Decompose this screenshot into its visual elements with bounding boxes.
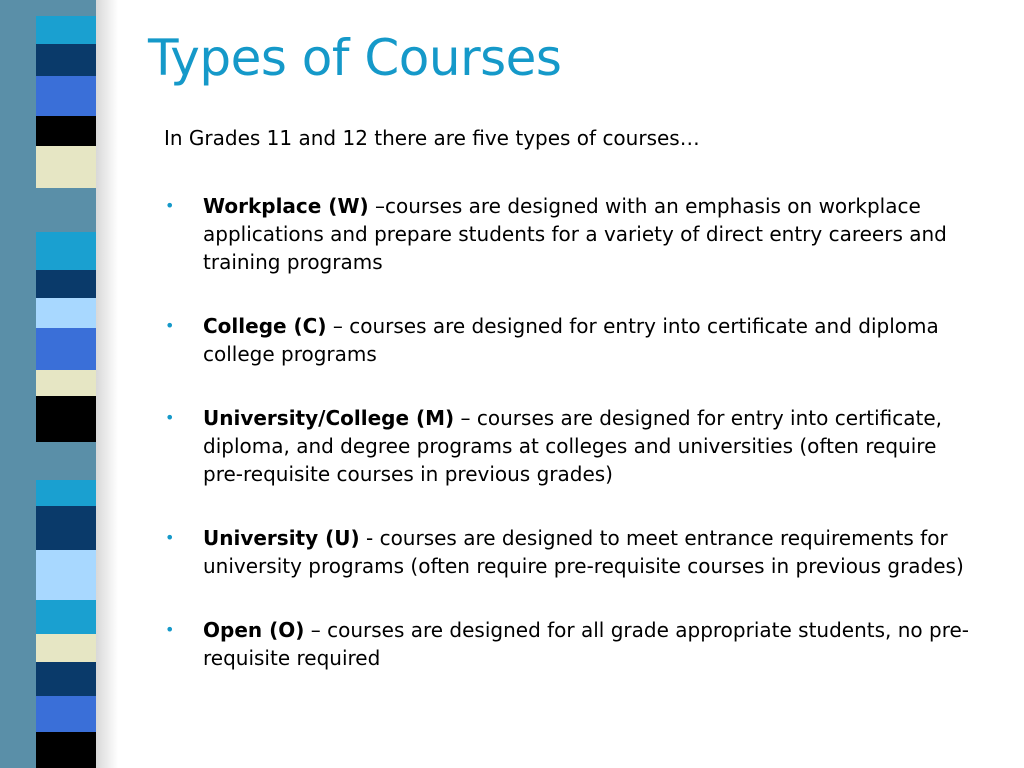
course-name: College (C) xyxy=(203,314,327,338)
list-item-university-college xyxy=(164,404,974,488)
stripe-band xyxy=(36,298,96,328)
stripe-band xyxy=(36,506,96,550)
course-description: – courses are designed for entry into certificate and diploma college programs xyxy=(203,314,939,366)
stripe-band xyxy=(36,146,96,188)
course-description: –courses are designed with an emphasis on workplace applications and prepare students for a variety of direct entry careers and training programs xyxy=(203,194,947,274)
stripe-band xyxy=(36,600,96,634)
stripe-band xyxy=(36,370,96,396)
stripe-band xyxy=(36,116,96,146)
intro-text: In Grades 11 and 12 there are five types of courses… xyxy=(164,126,700,150)
bullet-icon: • xyxy=(165,316,175,335)
decorative-stripe-left xyxy=(0,0,36,768)
decorative-stripe-bands xyxy=(36,0,96,768)
bullet-icon: • xyxy=(165,528,175,547)
course-name: Open (O) xyxy=(203,618,305,642)
course-description: – courses are designed for all grade appropriate students, no pre-requisite required xyxy=(203,618,970,670)
stripe-band xyxy=(36,188,96,232)
slide-title: Types of Courses xyxy=(148,29,562,87)
stripe-band xyxy=(36,232,96,270)
stripe-band xyxy=(36,634,96,662)
course-name: University (U) xyxy=(203,526,360,550)
stripe-band xyxy=(36,732,96,768)
bullet-icon: • xyxy=(165,620,175,639)
stripe-band xyxy=(36,16,96,44)
list-item-college xyxy=(164,312,974,368)
course-types-list xyxy=(164,192,974,708)
stripe-band xyxy=(36,480,96,506)
decorative-stripe-shadow xyxy=(96,0,118,768)
bullet-icon: • xyxy=(165,408,175,427)
stripe-band xyxy=(36,328,96,370)
stripe-band xyxy=(36,662,96,696)
course-name: Workplace (W) xyxy=(203,194,369,218)
stripe-band xyxy=(36,76,96,116)
stripe-band xyxy=(36,550,96,600)
list-item-open xyxy=(164,616,974,672)
stripe-band xyxy=(36,442,96,480)
stripe-band xyxy=(36,0,96,16)
bullet-icon: • xyxy=(165,196,175,215)
list-item-university xyxy=(164,524,974,580)
course-name: University/College (M) xyxy=(203,406,455,430)
stripe-band xyxy=(36,44,96,76)
stripe-band xyxy=(36,396,96,442)
stripe-band xyxy=(36,696,96,732)
course-description: - courses are designed to meet entrance requirements for university programs (often require pre-requisite courses in previous grades) xyxy=(203,526,964,578)
course-description: – courses are designed for entry into certificate, diploma, and degree programs at colleges and universities (often require pre-requisite courses in previous grades) xyxy=(203,406,942,486)
list-item-workplace xyxy=(164,192,974,276)
stripe-band xyxy=(36,270,96,298)
